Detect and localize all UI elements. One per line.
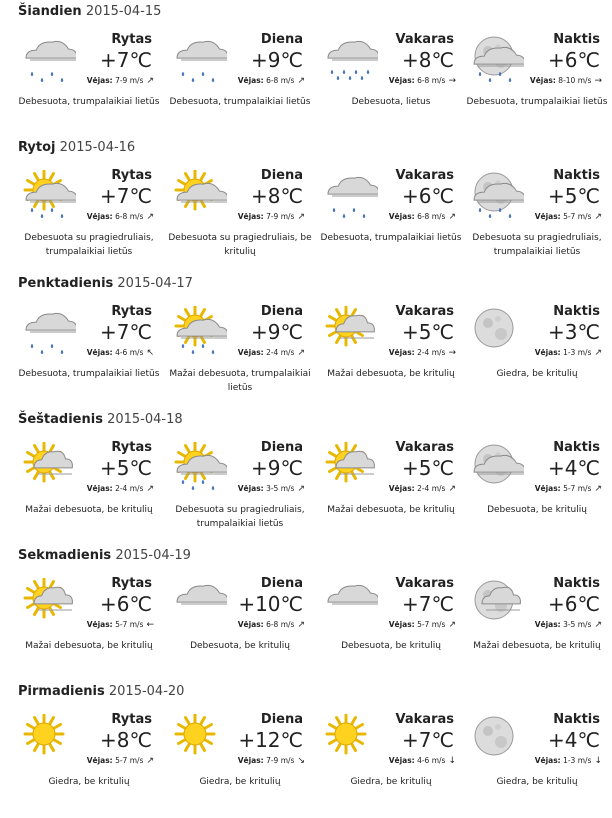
wind-label: Vėjas:	[237, 212, 264, 221]
condition-text: Debesuota su pragiedruliais, be kritulių	[168, 233, 312, 257]
wind-direction-arrow-icon: ←	[146, 620, 154, 630]
day-title	[18, 276, 193, 292]
condition-text: Giedra, be kritulių	[496, 777, 578, 787]
day-name: Šiandien	[18, 4, 82, 19]
forecast-day	[0, 684, 612, 818]
wind-label: Vėjas:	[388, 620, 415, 629]
temperature: +9℃	[251, 456, 303, 480]
wind-speed: 6-8 m/s	[115, 212, 144, 221]
wind-speed: 6-8 m/s	[266, 76, 295, 85]
temperature: +4℃	[548, 456, 600, 480]
condition-text: Giedra, be kritulių	[48, 777, 130, 787]
moon-cloud-rain-icon	[468, 170, 524, 220]
period-name: Naktis	[553, 32, 600, 47]
temperature: +8℃	[251, 184, 303, 208]
condition-text: Mažai debesuota, trumpalaikiai lietūs	[169, 369, 311, 393]
temperature: +6℃	[548, 592, 600, 616]
day-date: 2015-04-16	[59, 140, 136, 155]
wind-info	[87, 484, 154, 494]
wind-speed: 2-4 m/s	[266, 348, 295, 357]
wind-label: Vėjas:	[86, 756, 113, 765]
period-name: Naktis	[553, 712, 600, 727]
wind-info	[238, 348, 305, 358]
wind-info	[389, 756, 456, 766]
sun-small-cloud-icon	[20, 442, 76, 492]
wind-direction-arrow-icon: ↗	[297, 212, 305, 222]
sun-cloud-rain-icon	[171, 306, 227, 356]
forecast-day	[0, 4, 612, 138]
day-date: 2015-04-18	[107, 412, 183, 427]
forecast-day	[0, 276, 612, 410]
forecast-period	[14, 706, 164, 818]
wind-info	[87, 620, 154, 630]
temperature: +8℃	[402, 48, 454, 72]
period-name: Naktis	[553, 576, 600, 591]
forecast-period	[462, 570, 612, 682]
temperature: +5℃	[548, 184, 600, 208]
wind-label: Vėjas:	[86, 212, 113, 221]
wind-direction-arrow-icon: ↗	[146, 484, 154, 494]
day-name: Penktadienis	[18, 276, 114, 291]
wind-info	[530, 76, 602, 86]
temperature: +6℃	[548, 48, 600, 72]
wind-direction-arrow-icon: ↗	[146, 212, 154, 222]
wind-speed: 5-7 m/s	[417, 620, 446, 629]
wind-info	[535, 348, 602, 358]
wind-direction-arrow-icon: →	[448, 76, 456, 86]
wind-label: Vėjas:	[534, 756, 561, 765]
wind-info	[238, 620, 305, 630]
wind-direction-arrow-icon: ↗	[448, 620, 456, 630]
wind-direction-arrow-icon: ↗	[594, 484, 602, 494]
period-name: Rytas	[111, 712, 152, 727]
wind-speed: 4-6 m/s	[115, 348, 144, 357]
wind-label: Vėjas:	[388, 212, 415, 221]
forecast-period	[462, 434, 612, 546]
forecast-period	[316, 26, 466, 138]
moon-cloud-rain-icon	[468, 34, 524, 84]
period-name: Vakaras	[395, 576, 454, 591]
wind-label: Vėjas:	[388, 76, 415, 85]
period-name: Naktis	[553, 168, 600, 183]
period-name: Diena	[260, 576, 303, 591]
wind-speed: 7-9 m/s	[266, 212, 295, 221]
forecast-day	[0, 548, 612, 682]
period-name: Naktis	[553, 440, 600, 455]
cloud-heavy-rain-icon	[322, 34, 378, 84]
condition-text: Debesuota, be kritulių	[487, 505, 587, 515]
temperature: +7℃	[100, 184, 152, 208]
temperature: +5℃	[100, 456, 152, 480]
day-title	[18, 4, 161, 20]
forecast-period	[14, 26, 164, 138]
wind-direction-arrow-icon: ↗	[297, 348, 305, 358]
day-name: Pirmadienis	[18, 684, 105, 699]
cloud-rain-icon	[20, 34, 76, 84]
wind-direction-arrow-icon: ↗	[297, 620, 305, 630]
day-title	[18, 140, 135, 156]
sun-cloud-rain-icon	[20, 170, 76, 220]
forecast-period	[316, 298, 466, 410]
wind-label: Vėjas:	[534, 484, 561, 493]
condition-text: Mažai debesuota, be kritulių	[25, 641, 153, 651]
forecast-period	[316, 434, 466, 546]
forecast-day	[0, 412, 612, 546]
wind-label: Vėjas:	[388, 348, 415, 357]
wind-speed: 3-5 m/s	[563, 620, 592, 629]
wind-label: Vėjas:	[534, 620, 561, 629]
wind-speed: 3-5 m/s	[266, 484, 295, 493]
wind-info	[535, 620, 602, 630]
wind-speed: 6-8 m/s	[417, 76, 446, 85]
condition-text: Debesuota, be kritulių	[341, 641, 441, 651]
forecast-period	[165, 298, 315, 410]
forecast-period	[165, 706, 315, 818]
day-name: Šeštadienis	[18, 412, 103, 427]
wind-speed: 6-8 m/s	[417, 212, 446, 221]
wind-label: Vėjas:	[534, 348, 561, 357]
condition-text: Debesuota, trumpalaikiai lietūs	[18, 97, 160, 107]
sun-small-cloud-icon	[322, 306, 378, 356]
period-name: Rytas	[111, 440, 152, 455]
period-name: Vakaras	[395, 440, 454, 455]
condition-text: Debesuota, trumpalaikiai lietūs	[466, 97, 608, 107]
forecast-period	[316, 706, 466, 818]
temperature: +8℃	[100, 728, 152, 752]
temperature: +3℃	[548, 320, 600, 344]
wind-direction-arrow-icon: ↗	[297, 484, 305, 494]
cloud-icon	[171, 578, 227, 628]
temperature: +9℃	[251, 48, 303, 72]
sun-icon	[20, 714, 76, 764]
condition-text: Giedra, be kritulių	[199, 777, 281, 787]
forecast-period	[316, 570, 466, 682]
day-date: 2015-04-20	[108, 684, 185, 699]
wind-info	[238, 484, 305, 494]
condition-text: Debesuota su pragiedruliais, trumpalaikiai lietūs	[472, 233, 602, 257]
temperature: +4℃	[548, 728, 600, 752]
period-name: Diena	[260, 712, 303, 727]
temperature: +5℃	[402, 456, 454, 480]
wind-info	[389, 76, 456, 86]
temperature: +6℃	[402, 184, 454, 208]
temperature: +6℃	[100, 592, 152, 616]
wind-direction-arrow-icon: ↗	[594, 212, 602, 222]
wind-speed: 6-8 m/s	[266, 620, 295, 629]
day-date: 2015-04-19	[115, 548, 191, 563]
wind-speed: 5-7 m/s	[115, 620, 144, 629]
forecast-period	[14, 570, 164, 682]
cloud-rain-icon	[322, 170, 378, 220]
forecast-period	[165, 162, 315, 274]
wind-speed: 2-4 m/s	[417, 484, 446, 493]
condition-text: Mažai debesuota, be kritulių	[327, 369, 455, 379]
condition-text: Debesuota su pragiedruliais, trumpalaikiai lietūs	[24, 233, 154, 257]
temperature: +7℃	[402, 592, 454, 616]
wind-direction-arrow-icon: ↗	[448, 212, 456, 222]
wind-direction-arrow-icon: ↗	[297, 76, 305, 86]
wind-speed: 7-9 m/s	[115, 76, 144, 85]
forecast-period	[462, 706, 612, 818]
wind-direction-arrow-icon: ↖	[146, 348, 154, 358]
wind-label: Vėjas:	[237, 756, 264, 765]
wind-label: Vėjas:	[86, 484, 113, 493]
day-date: 2015-04-15	[85, 4, 162, 19]
wind-info	[535, 212, 602, 222]
moon-icon	[468, 306, 524, 356]
wind-direction-arrow-icon: ↓	[448, 756, 456, 766]
wind-label: Vėjas:	[237, 76, 264, 85]
wind-info	[238, 212, 305, 222]
wind-speed: 8-10 m/s	[558, 76, 592, 85]
temperature: +7℃	[100, 48, 152, 72]
period-name: Diena	[260, 32, 303, 47]
wind-info	[389, 212, 456, 222]
wind-info	[535, 484, 602, 494]
condition-text: Debesuota, lietus	[351, 97, 431, 107]
wind-speed: 2-4 m/s	[115, 484, 144, 493]
condition-text: Mažai debesuota, be kritulių	[473, 641, 601, 651]
wind-speed: 1-3 m/s	[563, 348, 592, 357]
forecast-period	[14, 162, 164, 274]
wind-label: Vėjas:	[86, 76, 113, 85]
wind-label: Vėjas:	[237, 348, 264, 357]
wind-speed: 1-3 m/s	[563, 756, 592, 765]
period-name: Vakaras	[395, 168, 454, 183]
period-name: Rytas	[111, 32, 152, 47]
wind-info	[238, 756, 305, 766]
wind-label: Vėjas:	[534, 212, 561, 221]
moon-icon	[468, 714, 524, 764]
period-name: Diena	[260, 168, 303, 183]
wind-label: Vėjas:	[237, 620, 264, 629]
condition-text: Debesuota, trumpalaikiai lietūs	[169, 97, 311, 107]
period-name: Rytas	[111, 304, 152, 319]
condition-text: Debesuota, be kritulių	[190, 641, 290, 651]
period-name: Diena	[260, 304, 303, 319]
wind-speed: 7-9 m/s	[266, 756, 295, 765]
wind-label: Vėjas:	[529, 76, 556, 85]
temperature: +10℃	[238, 592, 303, 616]
temperature: +7℃	[402, 728, 454, 752]
period-name: Rytas	[111, 576, 152, 591]
forecast-period	[14, 298, 164, 410]
wind-speed: 5-7 m/s	[563, 212, 592, 221]
condition-text: Debesuota, trumpalaikiai lietūs	[320, 233, 462, 243]
wind-speed: 2-4 m/s	[417, 348, 446, 357]
forecast-period	[462, 298, 612, 410]
sun-icon	[171, 714, 227, 764]
day-title	[18, 548, 191, 564]
wind-label: Vėjas:	[388, 756, 415, 765]
wind-label: Vėjas:	[237, 484, 264, 493]
condition-text: Debesuota su pragiedruliais, trumpalaikiai lietūs	[175, 505, 305, 529]
wind-info	[389, 484, 456, 494]
sun-cloud-rain-icon	[171, 442, 227, 492]
wind-info	[87, 348, 154, 358]
wind-info	[87, 756, 154, 766]
wind-speed: 4-6 m/s	[417, 756, 446, 765]
moon-small-cloud-icon	[468, 578, 524, 628]
wind-label: Vėjas:	[86, 620, 113, 629]
wind-direction-arrow-icon: →	[594, 76, 602, 86]
forecast-day	[0, 140, 612, 274]
wind-info	[389, 620, 456, 630]
forecast-period	[462, 162, 612, 274]
day-name: Sekmadienis	[18, 548, 112, 563]
wind-speed: 5-7 m/s	[563, 484, 592, 493]
sun-small-cloud-icon	[322, 442, 378, 492]
day-name: Rytoj	[18, 140, 56, 155]
cloud-icon	[322, 578, 378, 628]
forecast-period	[316, 162, 466, 274]
forecast-period	[165, 26, 315, 138]
period-name: Vakaras	[395, 32, 454, 47]
period-name: Vakaras	[395, 304, 454, 319]
wind-speed: 5-7 m/s	[115, 756, 144, 765]
wind-direction-arrow-icon: ↓	[594, 756, 602, 766]
forecast-period	[14, 434, 164, 546]
cloud-rain-icon	[171, 34, 227, 84]
temperature: +5℃	[402, 320, 454, 344]
wind-info	[238, 76, 305, 86]
temperature: +12℃	[238, 728, 303, 752]
period-name: Diena	[260, 440, 303, 455]
forecast-period	[462, 26, 612, 138]
period-name: Vakaras	[395, 712, 454, 727]
wind-info	[87, 212, 154, 222]
condition-text: Mažai debesuota, be kritulių	[327, 505, 455, 515]
wind-info	[87, 76, 154, 86]
forecast-period	[165, 434, 315, 546]
sun-cloud-icon	[171, 170, 227, 220]
wind-direction-arrow-icon: ↗	[594, 620, 602, 630]
cloud-rain-icon	[20, 306, 76, 356]
day-title	[18, 412, 183, 428]
day-title	[18, 684, 184, 700]
sun-small-cloud-icon	[20, 578, 76, 628]
wind-direction-arrow-icon: →	[448, 348, 456, 358]
wind-direction-arrow-icon: ↗	[146, 756, 154, 766]
wind-info	[535, 756, 602, 766]
sun-icon	[322, 714, 378, 764]
moon-cloud-icon	[468, 442, 524, 492]
condition-text: Giedra, be kritulių	[496, 369, 578, 379]
condition-text: Mažai debesuota, be kritulių	[25, 505, 153, 515]
period-name: Naktis	[553, 304, 600, 319]
wind-label: Vėjas:	[86, 348, 113, 357]
wind-label: Vėjas:	[388, 484, 415, 493]
wind-direction-arrow-icon: ↗	[146, 76, 154, 86]
forecast-period	[165, 570, 315, 682]
temperature: +9℃	[251, 320, 303, 344]
temperature: +7℃	[100, 320, 152, 344]
wind-direction-arrow-icon: ↗	[594, 348, 602, 358]
day-date: 2015-04-17	[117, 276, 193, 291]
wind-info	[389, 348, 456, 358]
wind-direction-arrow-icon: ↘	[297, 756, 305, 766]
condition-text: Debesuota, trumpalaikiai lietūs	[18, 369, 160, 379]
condition-text: Giedra, be kritulių	[350, 777, 432, 787]
period-name: Rytas	[111, 168, 152, 183]
wind-direction-arrow-icon: ↗	[448, 484, 456, 494]
